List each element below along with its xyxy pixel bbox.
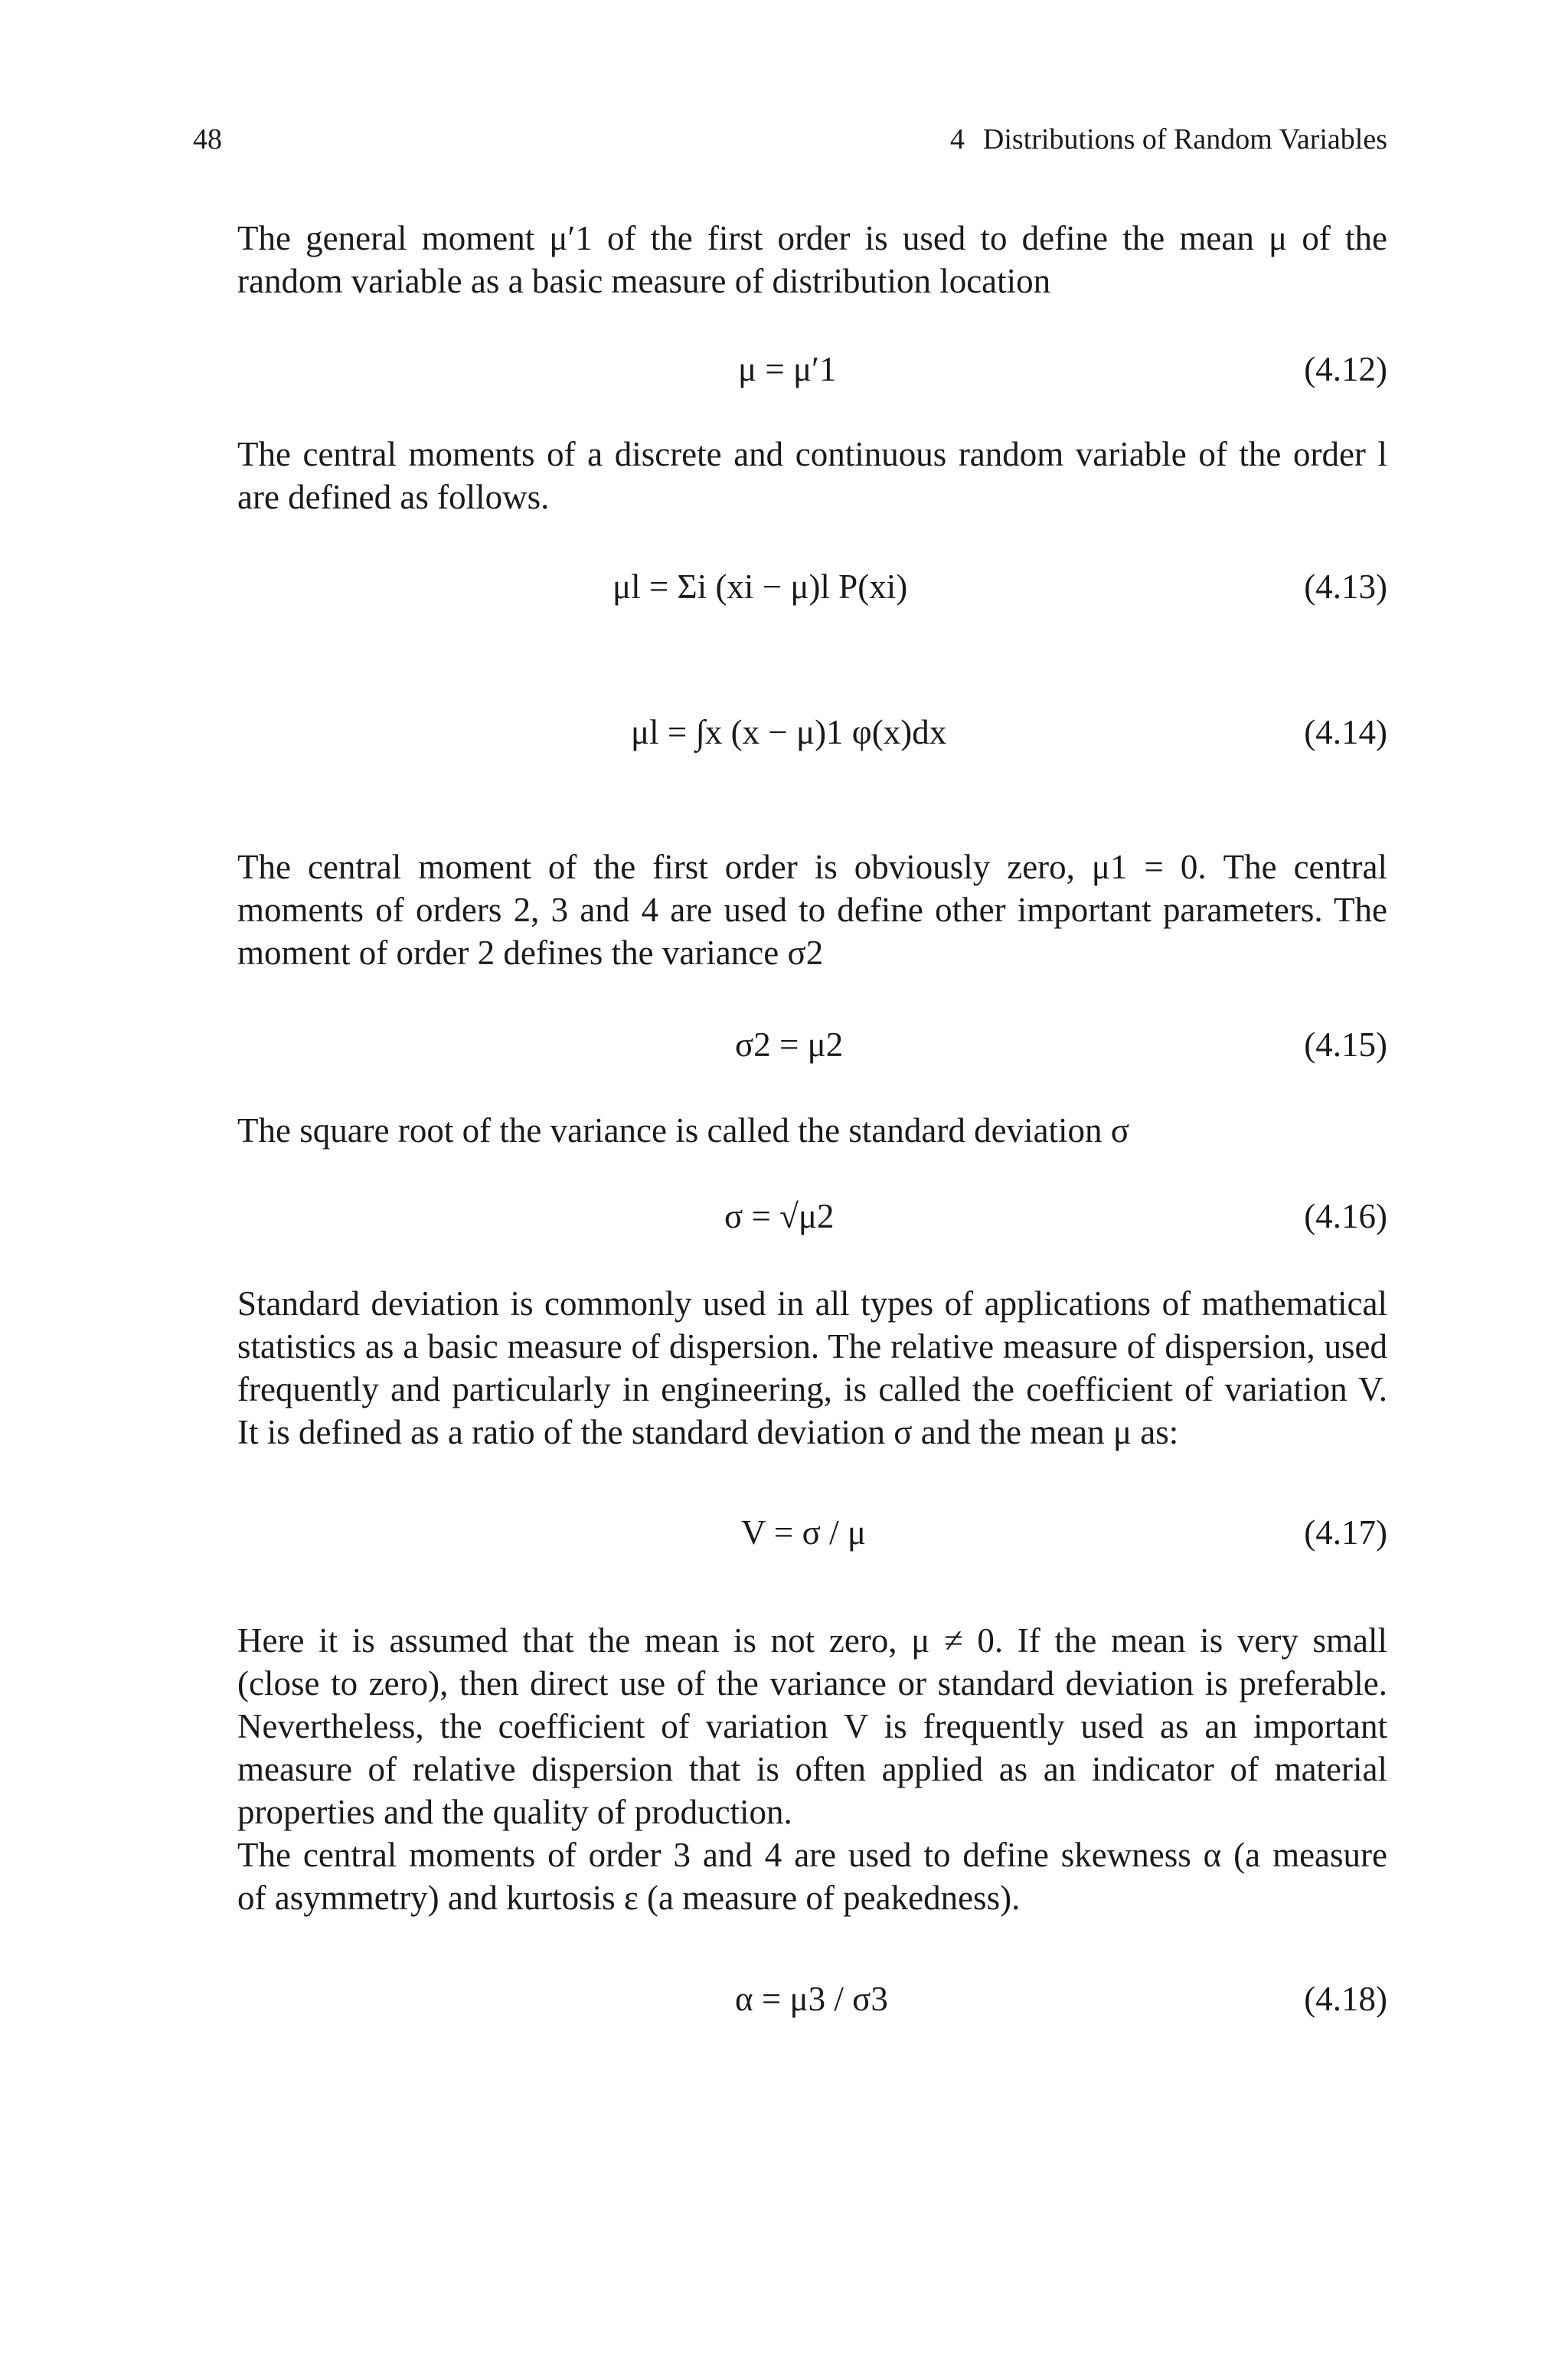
paragraph-5 — [193, 1282, 1387, 1454]
paragraph-line: The square root of the variance is called the standard deviation σ — [237, 1111, 1130, 1150]
paragraph-line: moment of order 2 defines the variance σ2 — [237, 934, 824, 972]
chapter-heading — [950, 123, 1387, 156]
equation-4-14 — [193, 712, 1387, 796]
equation-number: (4.15) — [1304, 1025, 1387, 1064]
paragraph-7 — [193, 1833, 1387, 1919]
paragraph-line: Here it is assumed that the mean is not zero, μ ≠ 0. If the mean is very small — [237, 1621, 1387, 1660]
paragraph-line: statistics as a basic measure of dispersion. The relative measure of dispersion, used — [237, 1327, 1387, 1366]
equation-number: (4.17) — [1304, 1513, 1387, 1552]
paragraph-line: moments of orders 2, 3 and 4 are used to define other important parameters. The — [237, 891, 1387, 929]
paragraph-line: The central moments of order 3 and 4 are used to define skewness α (a measure — [237, 1836, 1387, 1874]
paragraph-line: Standard deviation is commonly used in all types of applications of mathematical — [237, 1284, 1387, 1323]
equation-number: (4.12) — [1304, 350, 1387, 388]
paragraph-line: Nevertheless, the coefficient of variation V is frequently used as an important — [237, 1707, 1387, 1745]
chapter-title: Distributions of Random Variables — [982, 123, 1387, 155]
equation-body: μl = ∫x (x − μ)1 φ(x)dx — [631, 713, 947, 751]
paragraph-line: random variable as a basic measure of distribution location — [237, 262, 1051, 300]
paragraph-line: of asymmetry) and kurtosis ε (a measure of peakedness). — [237, 1879, 1021, 1917]
equation-body: σ = √μ2 — [724, 1197, 835, 1235]
paragraph-line: frequently and particularly in engineering, is called the coefficient of variation V. — [237, 1370, 1387, 1408]
equation-body: V = σ / μ — [741, 1513, 866, 1552]
paragraph-line: The central moment of the first order is obviously zero, μ1 = 0. The central — [237, 848, 1387, 886]
paragraph-4 — [193, 1109, 1387, 1152]
chapter-number: 4 — [949, 123, 965, 155]
paragraph-1 — [193, 217, 1387, 303]
equation-number: (4.18) — [1304, 1980, 1387, 2018]
equation-4-16 — [193, 1196, 1387, 1242]
paragraph-line: (close to zero), then direct use of the variance or standard deviation is preferable. — [237, 1664, 1387, 1703]
equation-4-13 — [193, 567, 1387, 643]
equation-body: α = μ3 / σ3 — [735, 1980, 888, 2018]
equation-4-15 — [193, 1025, 1387, 1071]
paragraph-2 — [193, 433, 1387, 518]
equation-4-17 — [193, 1513, 1387, 1566]
paragraph-line: It is defined as a ratio of the standard deviation σ and the mean μ as: — [237, 1413, 1179, 1451]
page-number: 48 — [193, 123, 222, 155]
running-header — [193, 123, 1387, 161]
paragraph-line: The central moments of a discrete and continuous random variable of the order l — [237, 435, 1387, 473]
equation-4-12 — [193, 349, 1387, 395]
equation-body: μl = Σi (xi − μ)l P(xi) — [612, 568, 908, 606]
paragraph-6 — [193, 1619, 1387, 1833]
paragraph-line: properties and the quality of production. — [237, 1793, 792, 1831]
paragraph-line: are defined as follows. — [237, 478, 550, 516]
paragraph-line: The general moment μ′1 of the first order is used to define the mean μ of the — [237, 219, 1387, 257]
equation-number: (4.14) — [1304, 713, 1387, 751]
equation-number: (4.16) — [1304, 1197, 1387, 1235]
equation-body: μ = μ′1 — [738, 350, 837, 388]
equation-4-18 — [193, 1979, 1387, 2033]
paragraph-3 — [193, 846, 1387, 974]
equation-number: (4.13) — [1304, 568, 1387, 606]
equation-body: σ2 = μ2 — [735, 1025, 844, 1064]
paragraph-line: measure of relative dispersion that is often applied as an indicator of material — [237, 1750, 1387, 1788]
